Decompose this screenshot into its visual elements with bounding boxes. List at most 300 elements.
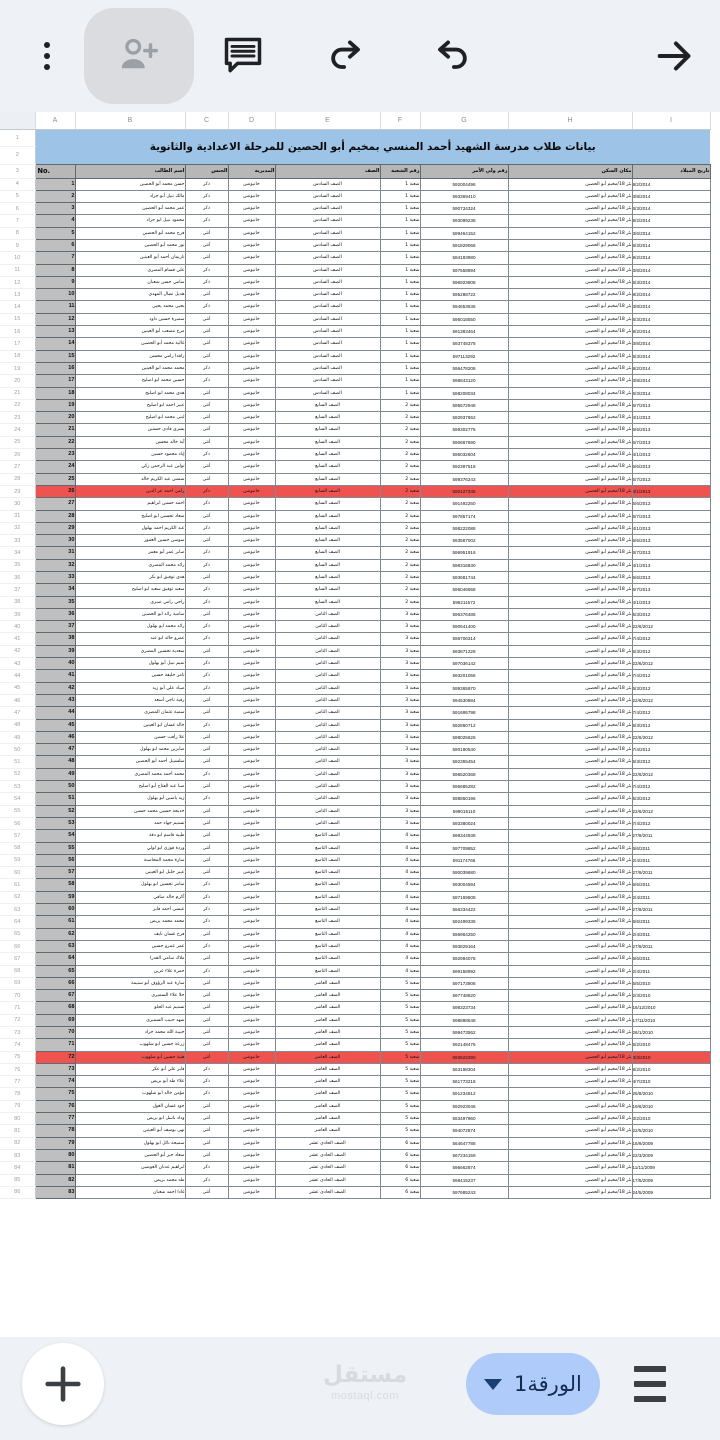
- cell-serial[interactable]: 76: [35, 1100, 75, 1112]
- cell-grade[interactable]: الصف العاشر: [275, 990, 380, 1002]
- cell-guardian-phone[interactable]: 594072874: [420, 1125, 508, 1137]
- cell-residence[interactable]: بئر 18/مخيم أبو الحصين: [508, 867, 632, 879]
- cell-serial[interactable]: 61: [35, 916, 75, 928]
- cell-grade[interactable]: الصف التاسع: [275, 842, 380, 854]
- cell-grade[interactable]: الصف العاشر: [275, 1113, 380, 1125]
- table-row[interactable]: [0, 867, 710, 879]
- cell-gender[interactable]: أنثى: [185, 756, 228, 768]
- cell-directorate[interactable]: خانيونس: [228, 694, 275, 706]
- cell-directorate[interactable]: خانيونس: [228, 584, 275, 596]
- col-letter-H[interactable]: H: [508, 112, 632, 129]
- cell-gender[interactable]: ذكر: [185, 768, 228, 780]
- row-number[interactable]: 85: [0, 1174, 35, 1186]
- row-number[interactable]: 54: [0, 793, 35, 805]
- cell-section[interactable]: شعبة 4: [380, 854, 420, 866]
- table-row[interactable]: [0, 879, 710, 891]
- cell-serial[interactable]: 55: [35, 842, 75, 854]
- cell-gender[interactable]: أنثى: [185, 1002, 228, 1014]
- cell-student-name[interactable]: سعيد توفيق سعيد ابو اصليح: [75, 584, 185, 596]
- cell-residence[interactable]: بئر 18/مخيم أبو الحصين: [508, 239, 632, 251]
- cell-directorate[interactable]: خانيونس: [228, 965, 275, 977]
- cell-residence[interactable]: بئر 18/مخيم أبو الحصين: [508, 362, 632, 374]
- cell-directorate[interactable]: خانيونس: [228, 596, 275, 608]
- table-row[interactable]: [0, 965, 710, 977]
- cell-residence[interactable]: بئر 18/مخيم أبو الحصين: [508, 326, 632, 338]
- add-sheet-button[interactable]: [22, 1343, 104, 1425]
- cell-residence[interactable]: بئر 18/مخيم أبو الحصين: [508, 744, 632, 756]
- table-row[interactable]: [0, 1186, 710, 1198]
- cell-grade[interactable]: الصف السادس: [275, 252, 380, 264]
- cell-birthdate[interactable]: 2/4/2011: [632, 928, 710, 940]
- cell-gender[interactable]: أنثى: [185, 781, 228, 793]
- cell-student-name[interactable]: زرعة حسين ابو شلهوب: [75, 1039, 185, 1051]
- cell-student-name[interactable]: علاء طه أبو بريص: [75, 1076, 185, 1088]
- cell-grade[interactable]: الصف السابع: [275, 584, 380, 596]
- cell-guardian-phone[interactable]: 595572948: [420, 399, 508, 411]
- cell-residence[interactable]: بئر 18/مخيم أبو الحصين: [508, 596, 632, 608]
- cell-grade[interactable]: الصف العاشر: [275, 1125, 380, 1137]
- cell-serial[interactable]: 15: [35, 350, 75, 362]
- cell-grade[interactable]: الصف الحادي عشر: [275, 1174, 380, 1186]
- cell-gender[interactable]: ذكر: [185, 449, 228, 461]
- select-all-corner[interactable]: [0, 112, 35, 129]
- cell-grade[interactable]: الصف الثامن: [275, 658, 380, 670]
- table-row[interactable]: [0, 227, 710, 239]
- cell-section[interactable]: شعبة 2: [380, 547, 420, 559]
- cell-guardian-phone[interactable]: 594530884: [420, 694, 508, 706]
- cell-gender[interactable]: ذكر: [185, 879, 228, 891]
- cell-grade[interactable]: الصف السابع: [275, 596, 380, 608]
- sheet-tab-button[interactable]: [466, 1353, 600, 1415]
- cell-grade[interactable]: الصف الثامن: [275, 707, 380, 719]
- row-number[interactable]: 83: [0, 1149, 35, 1161]
- cell-gender[interactable]: ذكر: [185, 682, 228, 694]
- table-row[interactable]: [0, 1039, 710, 1051]
- cell-residence[interactable]: بئر 18/مخيم أبو الحصين: [508, 215, 632, 227]
- spreadsheet-grid[interactable]: [0, 112, 720, 1337]
- cell-serial[interactable]: 69: [35, 1014, 75, 1026]
- cell-directorate[interactable]: خانيونس: [228, 793, 275, 805]
- cell-directorate[interactable]: خانيونس: [228, 498, 275, 510]
- cell-grade[interactable]: الصف السادس: [275, 301, 380, 313]
- row-number[interactable]: 53: [0, 781, 35, 793]
- row-number[interactable]: 50: [0, 744, 35, 756]
- cell-gender[interactable]: أنثى: [185, 953, 228, 965]
- row-number[interactable]: 47: [0, 707, 35, 719]
- cell-guardian-phone[interactable]: 599158992: [420, 965, 508, 977]
- cell-gender[interactable]: أنثى: [185, 645, 228, 657]
- cell-directorate[interactable]: خانيونس: [228, 1088, 275, 1100]
- cell-section[interactable]: شعبة 6: [380, 1162, 420, 1174]
- cell-section[interactable]: شعبة 4: [380, 842, 420, 854]
- cell-section[interactable]: شعبة 3: [380, 682, 420, 694]
- cell-serial[interactable]: 33: [35, 572, 75, 584]
- cell-serial[interactable]: 4: [35, 215, 75, 227]
- cell-directorate[interactable]: خانيونس: [228, 190, 275, 202]
- cell-student-name[interactable]: هنية حسين أبو شلهوب: [75, 1051, 185, 1063]
- table-row[interactable]: [0, 350, 710, 362]
- cell-directorate[interactable]: خانيونس: [228, 350, 275, 362]
- cell-birthdate[interactable]: 3/2/2010: [632, 1113, 710, 1125]
- row-number[interactable]: 36: [0, 572, 35, 584]
- cell-serial[interactable]: 18: [35, 387, 75, 399]
- table-row[interactable]: [0, 940, 710, 952]
- cell-student-name[interactable]: غالية محمد أبو الحصين: [75, 338, 185, 350]
- cell-guardian-phone[interactable]: 598344938: [420, 830, 508, 842]
- cell-grade[interactable]: الصف السابع: [275, 547, 380, 559]
- cell-directorate[interactable]: خانيونس: [228, 239, 275, 251]
- cell-residence[interactable]: بئر 18/مخيم أبو الحصين: [508, 1026, 632, 1038]
- row-number[interactable]: 34: [0, 547, 35, 559]
- cell-gender[interactable]: ذكر: [185, 1162, 228, 1174]
- cell-serial[interactable]: 30: [35, 535, 75, 547]
- cell-guardian-phone[interactable]: 567234159: [420, 1149, 508, 1161]
- row-number[interactable]: 27: [0, 461, 35, 473]
- cell-student-name[interactable]: حسن محمد أبو الحصين: [75, 178, 185, 190]
- cell-section[interactable]: شعبة 6: [380, 1149, 420, 1161]
- cell-birthdate[interactable]: 27/9/2011: [632, 867, 710, 879]
- table-row[interactable]: [0, 338, 710, 350]
- cell-residence[interactable]: بئر 18/مخيم أبو الحصين: [508, 535, 632, 547]
- cell-guardian-phone[interactable]: 596923808: [420, 276, 508, 288]
- cell-guardian-phone[interactable]: 598323734: [420, 1002, 508, 1014]
- cell-guardian-phone[interactable]: 593623390: [420, 1051, 508, 1063]
- cell-birthdate[interactable]: 22/6/2012: [632, 621, 710, 633]
- cell-birthdate[interactable]: 6/3/2014: [632, 387, 710, 399]
- cell-birthdate[interactable]: 4/7/2010: [632, 1076, 710, 1088]
- cell-section[interactable]: شعبة 2: [380, 584, 420, 596]
- cell-birthdate[interactable]: 4/1/2013: [632, 596, 710, 608]
- cell-section[interactable]: شعبة 1: [380, 239, 420, 251]
- table-row[interactable]: [0, 387, 710, 399]
- cell-directorate[interactable]: خانيونس: [228, 461, 275, 473]
- cell-gender[interactable]: أنثى: [185, 990, 228, 1002]
- cell-grade[interactable]: الصف السابع: [275, 473, 380, 485]
- cell-grade[interactable]: الصف السادس: [275, 227, 380, 239]
- cell-section[interactable]: شعبة 5: [380, 1063, 420, 1075]
- cell-section[interactable]: شعبة 5: [380, 977, 420, 989]
- table-row[interactable]: [0, 412, 710, 424]
- cell-residence[interactable]: بئر 18/مخيم أبو الحصين: [508, 227, 632, 239]
- cell-serial[interactable]: 47: [35, 744, 75, 756]
- cell-birthdate[interactable]: 3/8/2014: [632, 375, 710, 387]
- cell-residence[interactable]: بئر 18/مخيم أبو الحصين: [508, 953, 632, 965]
- cell-section[interactable]: شعبة 2: [380, 461, 420, 473]
- row-number[interactable]: 13: [0, 289, 35, 301]
- cell-guardian-phone[interactable]: 596520368: [420, 768, 508, 780]
- cell-guardian-phone[interactable]: 561773218: [420, 1076, 508, 1088]
- cell-gender[interactable]: ذكر: [185, 547, 228, 559]
- cell-guardian-phone[interactable]: 591383464: [420, 326, 508, 338]
- cell-serial[interactable]: 64: [35, 953, 75, 965]
- cell-grade[interactable]: الصف التاسع: [275, 854, 380, 866]
- cell-guardian-phone[interactable]: 599015110: [420, 805, 508, 817]
- cell-grade[interactable]: الصف السادس: [275, 190, 380, 202]
- cell-gender[interactable]: أنثى: [185, 1125, 228, 1137]
- cell-student-name[interactable]: سارة محمد المحاسنة: [75, 854, 185, 866]
- cell-birthdate[interactable]: 22/6/2012: [632, 694, 710, 706]
- cell-birthdate[interactable]: 3/8/2014: [632, 301, 710, 313]
- cell-birthdate[interactable]: 7/4/2012: [632, 817, 710, 829]
- cell-residence[interactable]: بئر 18/مخيم أبو الحصين: [508, 252, 632, 264]
- table-row[interactable]: [0, 1100, 710, 1112]
- cell-section[interactable]: شعبة 4: [380, 891, 420, 903]
- cell-birthdate[interactable]: 4/1/2013: [632, 412, 710, 424]
- sheets-list-button[interactable]: [628, 1365, 672, 1403]
- cell-guardian-phone[interactable]: 597036142: [420, 658, 508, 670]
- cell-birthdate[interactable]: 6/6/2013: [632, 498, 710, 510]
- cell-grade[interactable]: الصف العاشر: [275, 1026, 380, 1038]
- row-number[interactable]: 9: [0, 239, 35, 251]
- cell-gender[interactable]: أنثى: [185, 313, 228, 325]
- cell-residence[interactable]: بئر 18/مخيم أبو الحصين: [508, 854, 632, 866]
- cell-grade[interactable]: الصف العاشر: [275, 1076, 380, 1088]
- cell-directorate[interactable]: خانيونس: [228, 977, 275, 989]
- cell-birthdate[interactable]: 6/3/2014: [632, 276, 710, 288]
- cell-serial[interactable]: 2: [35, 190, 75, 202]
- cell-grade[interactable]: الصف الحادي عشر: [275, 1186, 380, 1198]
- row-number[interactable]: 40: [0, 621, 35, 633]
- cell-directorate[interactable]: خانيونس: [228, 1149, 275, 1161]
- cell-grade[interactable]: الصف الثامن: [275, 731, 380, 743]
- cell-gender[interactable]: ذكر: [185, 793, 228, 805]
- cell-birthdate[interactable]: 5/5/2010: [632, 977, 710, 989]
- cell-residence[interactable]: بئر 18/مخيم أبو الحصين: [508, 461, 632, 473]
- cell-serial[interactable]: 16: [35, 362, 75, 374]
- cell-serial[interactable]: 41: [35, 670, 75, 682]
- cell-directorate[interactable]: خانيونس: [228, 682, 275, 694]
- table-row[interactable]: [0, 1162, 710, 1174]
- cell-directorate[interactable]: خانيونس: [228, 1162, 275, 1174]
- cell-student-name[interactable]: تامر خليفة حسين: [75, 670, 185, 682]
- cell-student-name[interactable]: تسنيم جهاد حمد: [75, 817, 185, 829]
- row-number[interactable]: 78: [0, 1088, 35, 1100]
- cell-section[interactable]: شعبة 2: [380, 436, 420, 448]
- cell-student-name[interactable]: طه محمد بريص: [75, 1174, 185, 1186]
- cell-serial[interactable]: 11: [35, 301, 75, 313]
- cell-grade[interactable]: الصف الثامن: [275, 781, 380, 793]
- cell-serial[interactable]: 75: [35, 1088, 75, 1100]
- cell-serial[interactable]: 70: [35, 1026, 75, 1038]
- cell-gender[interactable]: أنثى: [185, 830, 228, 842]
- cell-residence[interactable]: بئر 18/مخيم أبو الحصين: [508, 301, 632, 313]
- table-row[interactable]: [0, 1026, 710, 1038]
- cell-residence[interactable]: بئر 18/مخيم أبو الحصين: [508, 694, 632, 706]
- table-row[interactable]: [0, 670, 710, 682]
- cell-serial[interactable]: 48: [35, 756, 75, 768]
- row-number[interactable]: 39: [0, 608, 35, 620]
- cell-guardian-phone[interactable]: 598208034: [420, 387, 508, 399]
- cell-student-name[interactable]: علي قسام المصري: [75, 264, 185, 276]
- cell-student-name[interactable]: حمزة علاء غزين: [75, 965, 185, 977]
- cell-residence[interactable]: بئر 18/مخيم أبو الحصين: [508, 1014, 632, 1026]
- cell-guardian-phone[interactable]: 596951916: [420, 547, 508, 559]
- cell-grade[interactable]: الصف العاشر: [275, 1088, 380, 1100]
- cell-serial[interactable]: 83: [35, 1186, 75, 1198]
- table-row[interactable]: [0, 239, 710, 251]
- cell-serial[interactable]: 24: [35, 461, 75, 473]
- table-row[interactable]: [0, 842, 710, 854]
- cell-serial[interactable]: 80: [35, 1149, 75, 1161]
- cell-guardian-phone[interactable]: 591829066: [420, 239, 508, 251]
- table-row[interactable]: [0, 498, 710, 510]
- cell-guardian-phone[interactable]: 596376486: [420, 608, 508, 620]
- cell-serial[interactable]: 60: [35, 904, 75, 916]
- cell-section[interactable]: شعبة 2: [380, 473, 420, 485]
- cell-section[interactable]: شعبة 6: [380, 1186, 420, 1198]
- row-number[interactable]: 7: [0, 215, 35, 227]
- cell-directorate[interactable]: خانيونس: [228, 227, 275, 239]
- row-number[interactable]: 17: [0, 338, 35, 350]
- cell-section[interactable]: شعبة 5: [380, 1088, 420, 1100]
- cell-residence[interactable]: بئر 18/مخيم أبو الحصين: [508, 965, 632, 977]
- cell-gender[interactable]: ذكر: [185, 633, 228, 645]
- cell-birthdate[interactable]: 3/6/2014: [632, 227, 710, 239]
- cell-residence[interactable]: بئر 18/مخيم أبو الحصين: [508, 1137, 632, 1149]
- cell-student-name[interactable]: سارة عبد الرؤوف أبو سنيمة: [75, 977, 185, 989]
- cell-birthdate[interactable]: 9/2/2014: [632, 362, 710, 374]
- cell-gender[interactable]: ذكر: [185, 940, 228, 952]
- cell-residence[interactable]: بئر 18/مخيم أبو الحصين: [508, 830, 632, 842]
- table-row[interactable]: [0, 719, 710, 731]
- cell-directorate[interactable]: خانيونس: [228, 891, 275, 903]
- cell-guardian-phone[interactable]: 592994078: [420, 953, 508, 965]
- cell-section[interactable]: شعبة 3: [380, 645, 420, 657]
- cell-residence[interactable]: بئر 18/مخيم أبو الحصين: [508, 1076, 632, 1088]
- cell-gender[interactable]: أنثى: [185, 977, 228, 989]
- cell-grade[interactable]: الصف الثامن: [275, 756, 380, 768]
- cell-serial[interactable]: 73: [35, 1063, 75, 1075]
- cell-birthdate[interactable]: 6/2/2010: [632, 1039, 710, 1051]
- cell-birthdate[interactable]: 16/9/2009: [632, 1137, 710, 1149]
- row-number[interactable]: 14: [0, 301, 35, 313]
- cell-directorate[interactable]: خانيونس: [228, 768, 275, 780]
- cell-section[interactable]: شعبة 5: [380, 990, 420, 1002]
- cell-student-name[interactable]: مالك نبيل أبو جراد: [75, 190, 185, 202]
- cell-student-name[interactable]: عبير احمد ابو اصليح: [75, 399, 185, 411]
- cell-guardian-phone[interactable]: 592004496: [420, 178, 508, 190]
- cell-guardian-phone[interactable]: 593871228: [420, 645, 508, 657]
- table-row[interactable]: [0, 891, 710, 903]
- cell-gender[interactable]: ذكر: [185, 916, 228, 928]
- cell-directorate[interactable]: خانيونس: [228, 781, 275, 793]
- table-row[interactable]: [0, 473, 710, 485]
- cell-residence[interactable]: بئر 18/مخيم أبو الحصين: [508, 522, 632, 534]
- cell-section[interactable]: شعبة 1: [380, 375, 420, 387]
- cell-residence[interactable]: بئر 18/مخيم أبو الحصين: [508, 707, 632, 719]
- row-number[interactable]: 22: [0, 399, 35, 411]
- cell-guardian-phone[interactable]: 593099238: [420, 215, 508, 227]
- cell-birthdate[interactable]: 5/3/2012: [632, 719, 710, 731]
- cell-section[interactable]: شعبة 3: [380, 694, 420, 706]
- row-number[interactable]: 30: [0, 498, 35, 510]
- cell-guardian-phone[interactable]: 598316830: [420, 559, 508, 571]
- cell-residence[interactable]: بئر 18/مخيم أبو الحصين: [508, 658, 632, 670]
- row-number[interactable]: 65: [0, 928, 35, 940]
- cell-birthdate[interactable]: 7/4/2012: [632, 707, 710, 719]
- row-number[interactable]: 72: [0, 1014, 35, 1026]
- col-letter-B[interactable]: B: [75, 112, 185, 129]
- cell-grade[interactable]: الصف السابع: [275, 461, 380, 473]
- cell-guardian-phone[interactable]: 597685243: [420, 1186, 508, 1198]
- cell-directorate[interactable]: خانيونس: [228, 1174, 275, 1186]
- table-row[interactable]: [0, 190, 710, 202]
- table-row[interactable]: [0, 276, 710, 288]
- cell-student-name[interactable]: صياد علي أبو زيد: [75, 682, 185, 694]
- cell-student-name[interactable]: سعدية تحسين المصري: [75, 645, 185, 657]
- cell-guardian-phone[interactable]: 593681744: [420, 572, 508, 584]
- cell-gender[interactable]: أنثى: [185, 1149, 228, 1161]
- cell-birthdate[interactable]: 5/3/2012: [632, 682, 710, 694]
- cell-guardian-phone[interactable]: 591234812: [420, 1088, 508, 1100]
- cell-section[interactable]: شعبة 1: [380, 252, 420, 264]
- table-row[interactable]: [0, 953, 710, 965]
- cell-gender[interactable]: أنثى: [185, 842, 228, 854]
- row-number[interactable]: 59: [0, 854, 35, 866]
- row-number[interactable]: 62: [0, 891, 35, 903]
- table-row[interactable]: [0, 781, 710, 793]
- cell-gender[interactable]: أنثى: [185, 252, 228, 264]
- row-number[interactable]: 45: [0, 682, 35, 694]
- cell-student-name[interactable]: مؤمن خالد ابو شلهوب: [75, 1088, 185, 1100]
- cell-directorate[interactable]: خانيونس: [228, 485, 275, 497]
- table-row[interactable]: [0, 572, 710, 584]
- table-row[interactable]: [0, 449, 710, 461]
- cell-gender[interactable]: ذكر: [185, 498, 228, 510]
- cell-serial[interactable]: 44: [35, 707, 75, 719]
- row-number[interactable]: 20: [0, 375, 35, 387]
- cell-guardian-phone[interactable]: 597113292: [420, 350, 508, 362]
- cell-gender[interactable]: أنثى: [185, 350, 228, 362]
- cell-student-name[interactable]: احمد حسين ابراهيم: [75, 498, 185, 510]
- cell-student-name[interactable]: عبير خليل ابو العينين: [75, 867, 185, 879]
- cell-serial[interactable]: 7: [35, 252, 75, 264]
- table-row[interactable]: [0, 559, 710, 571]
- cell-directorate[interactable]: خانيونس: [228, 842, 275, 854]
- table-row[interactable]: [0, 510, 710, 522]
- row-number[interactable]: 77: [0, 1076, 35, 1088]
- cell-student-name[interactable]: سوسن حسين العمور: [75, 535, 185, 547]
- cell-grade[interactable]: الصف السابع: [275, 424, 380, 436]
- cell-birthdate[interactable]: 6/7/2013: [632, 510, 710, 522]
- header-birthdate[interactable]: تاريخ الميلاد: [632, 164, 710, 178]
- cell-guardian-phone[interactable]: 596018550: [420, 313, 508, 325]
- cell-student-name[interactable]: شمس عبد الكريم خالد: [75, 473, 185, 485]
- table-row[interactable]: [0, 313, 710, 325]
- cell-directorate[interactable]: خانيونس: [228, 621, 275, 633]
- cell-serial[interactable]: 66: [35, 977, 75, 989]
- cell-residence[interactable]: بئر 18/مخيم أبو الحصين: [508, 719, 632, 731]
- cell-guardian-phone[interactable]: 599376243: [420, 473, 508, 485]
- cell-grade[interactable]: الصف السادس: [275, 289, 380, 301]
- table-row[interactable]: [0, 596, 710, 608]
- cell-student-name[interactable]: عمرو خالد ابو عبد: [75, 633, 185, 645]
- cell-section[interactable]: شعبة 6: [380, 1137, 420, 1149]
- cell-gender[interactable]: أنثى: [185, 731, 228, 743]
- cell-student-name[interactable]: سعاد جبر أبو الحصين: [75, 1149, 185, 1161]
- cell-gender[interactable]: ذكر: [185, 276, 228, 288]
- cell-section[interactable]: شعبة 1: [380, 227, 420, 239]
- cell-birthdate[interactable]: 7/4/2012: [632, 744, 710, 756]
- cell-birthdate[interactable]: 4/1/2013: [632, 449, 710, 461]
- cell-directorate[interactable]: خانيونس: [228, 1137, 275, 1149]
- cell-serial[interactable]: 67: [35, 990, 75, 1002]
- cell-birthdate[interactable]: 6/6/2011: [632, 842, 710, 854]
- cell-gender[interactable]: أنثى: [185, 399, 228, 411]
- cell-section[interactable]: شعبة 5: [380, 1100, 420, 1112]
- cell-grade[interactable]: الصف التاسع: [275, 891, 380, 903]
- cell-guardian-phone[interactable]: 593587002: [420, 535, 508, 547]
